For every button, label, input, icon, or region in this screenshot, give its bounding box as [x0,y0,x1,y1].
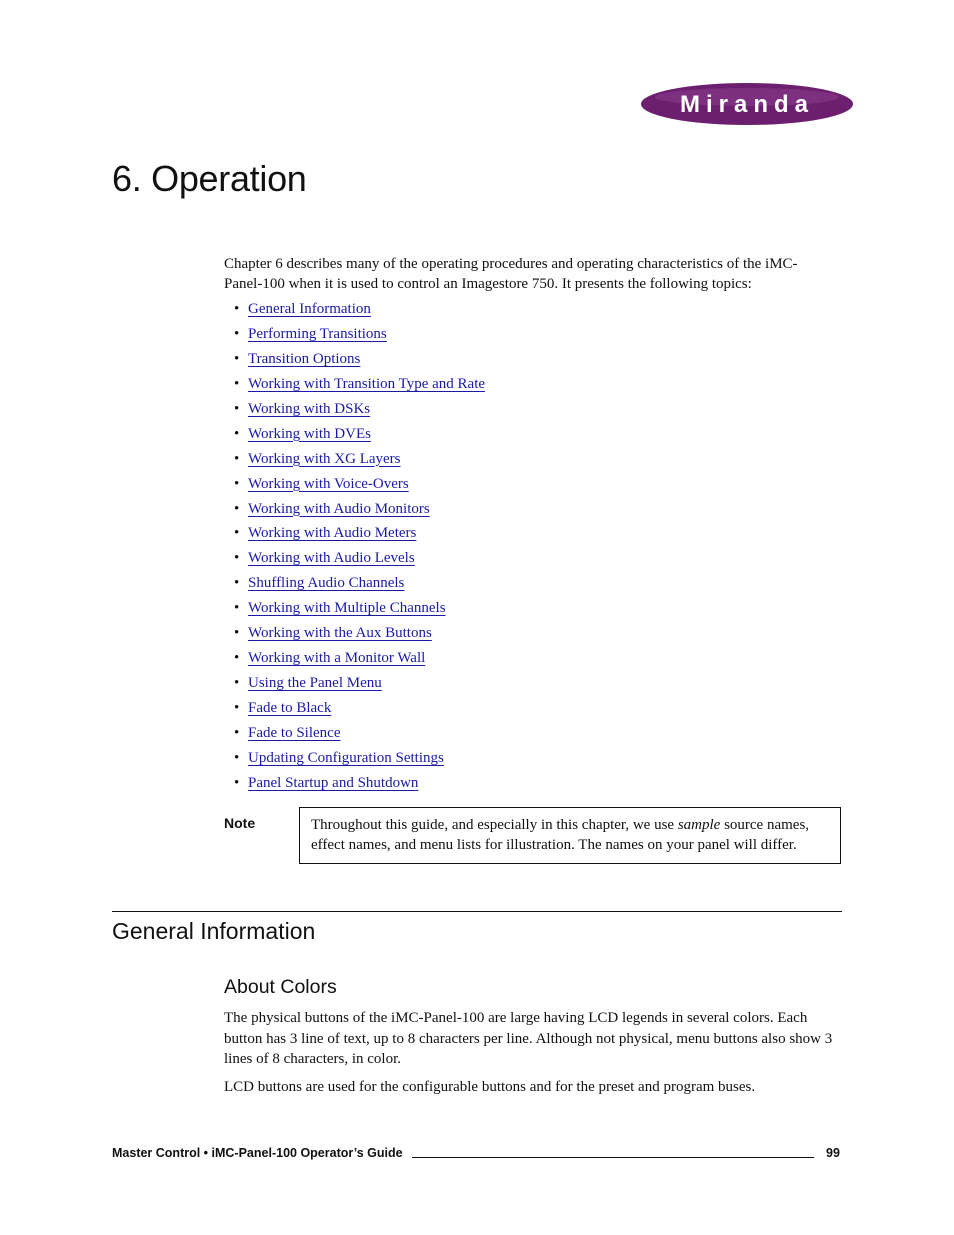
page-number: 99 [826,1146,840,1160]
topic-link[interactable]: Working with Voice-Overs [248,475,409,492]
list-item: • Panel Startup and Shutdown [234,774,419,791]
chapter-title: 6. Operation [112,158,307,199]
topic-link[interactable]: Updating Configuration Settings [248,749,444,766]
topic-link[interactable]: Working with Audio Monitors [248,500,430,517]
topic-link[interactable]: Working with Audio Levels [248,550,415,567]
topic-link[interactable]: Using the Panel Menu [248,675,382,692]
topic-link[interactable]: Working with DVEs [248,425,371,442]
topic-link[interactable]: Fade to Silence [248,724,341,741]
list-item: • Working with Transition Type and Rate [234,375,486,392]
footer-title: Master Control • iMC-Panel-100 Operator’s Guide [112,1146,403,1160]
list-item: • Working with XG Layers [234,450,401,467]
topic-link[interactable]: Working with Audio Meters [248,525,417,542]
note-emphasis: sample [677,817,721,833]
list-item: • Transition Options [234,350,361,367]
section-heading: General Information [112,918,316,944]
list-item: • Working with Audio Meters [234,525,417,542]
chapter-intro: Chapter 6 describes many of the operating procedures and operating characteristics of the iMC-Panel-100 when it is used to control an Imagestore 750. It presents the following topics: [224,256,798,292]
topic-link[interactable]: Working with Transition Type and Rate [248,375,486,392]
list-item: • General Information [234,301,371,317]
topic-link[interactable]: Fade to Black [248,700,332,716]
list-item: • Working with Audio Levels [234,550,415,567]
list-item: • Using the Panel Menu [234,675,382,692]
note-box [299,807,841,864]
list-item: • Performing Transitions [234,325,387,342]
list-item: • Working with the Aux Buttons [234,625,432,642]
svg-text:Miranda: Miranda [679,91,815,118]
topic-link[interactable]: Shuffling Audio Channels [248,575,405,592]
topic-list [234,297,485,796]
section-divider [112,911,842,912]
topic-link[interactable]: Transition Options [248,350,361,367]
note-text: Throughout this guide, and especially in this chapter, we use [311,817,678,833]
topic-link[interactable]: Panel Startup and Shutdown [248,774,419,791]
subsection-heading: About Colors [224,976,337,998]
list-item: • Working with DSKs [234,400,371,417]
miranda-logo [640,82,854,126]
topic-link[interactable]: Performing Transitions [248,325,387,342]
list-item: • Working with a Monitor Wall [234,650,426,667]
list-item: • Working with Voice-Overs [234,475,409,492]
list-item: • Working with Audio Monitors [234,500,430,517]
note-text-end: source names, effect names, and menu lists for illustration. The names on your panel will differ. [311,817,810,853]
topic-link[interactable]: Working with DSKs [248,400,371,417]
list-item: • Shuffling Audio Channels [234,575,405,592]
footer-rule [412,1157,814,1158]
topic-link[interactable]: Working with a Monitor Wall [248,650,426,667]
note-label: Note [224,815,256,831]
list-item: • Working with Multiple Channels [234,600,446,617]
body-paragraph: The physical buttons of the iMC-Panel-100 are large having LCD legends in several colors. Each button has 3 line of text, up to 8 characters per line. Although not physical, menu buttons also show 3 lines of 8 characters, in color. [224,1010,833,1067]
topic-link[interactable]: Working with Multiple Channels [248,600,446,617]
list-item: • Fade to Silence [234,724,341,741]
topic-link[interactable]: General Information [248,301,371,317]
list-item: • Fade to Black [234,700,332,716]
list-item: • Updating Configuration Settings [234,749,444,766]
body-paragraph: LCD buttons are used for the configurable buttons and for the preset and program buses. [224,1079,756,1095]
topic-link[interactable]: Working with XG Layers [248,450,401,467]
topic-link[interactable]: Working with the Aux Buttons [248,625,432,642]
list-item: • Working with DVEs [234,425,371,442]
